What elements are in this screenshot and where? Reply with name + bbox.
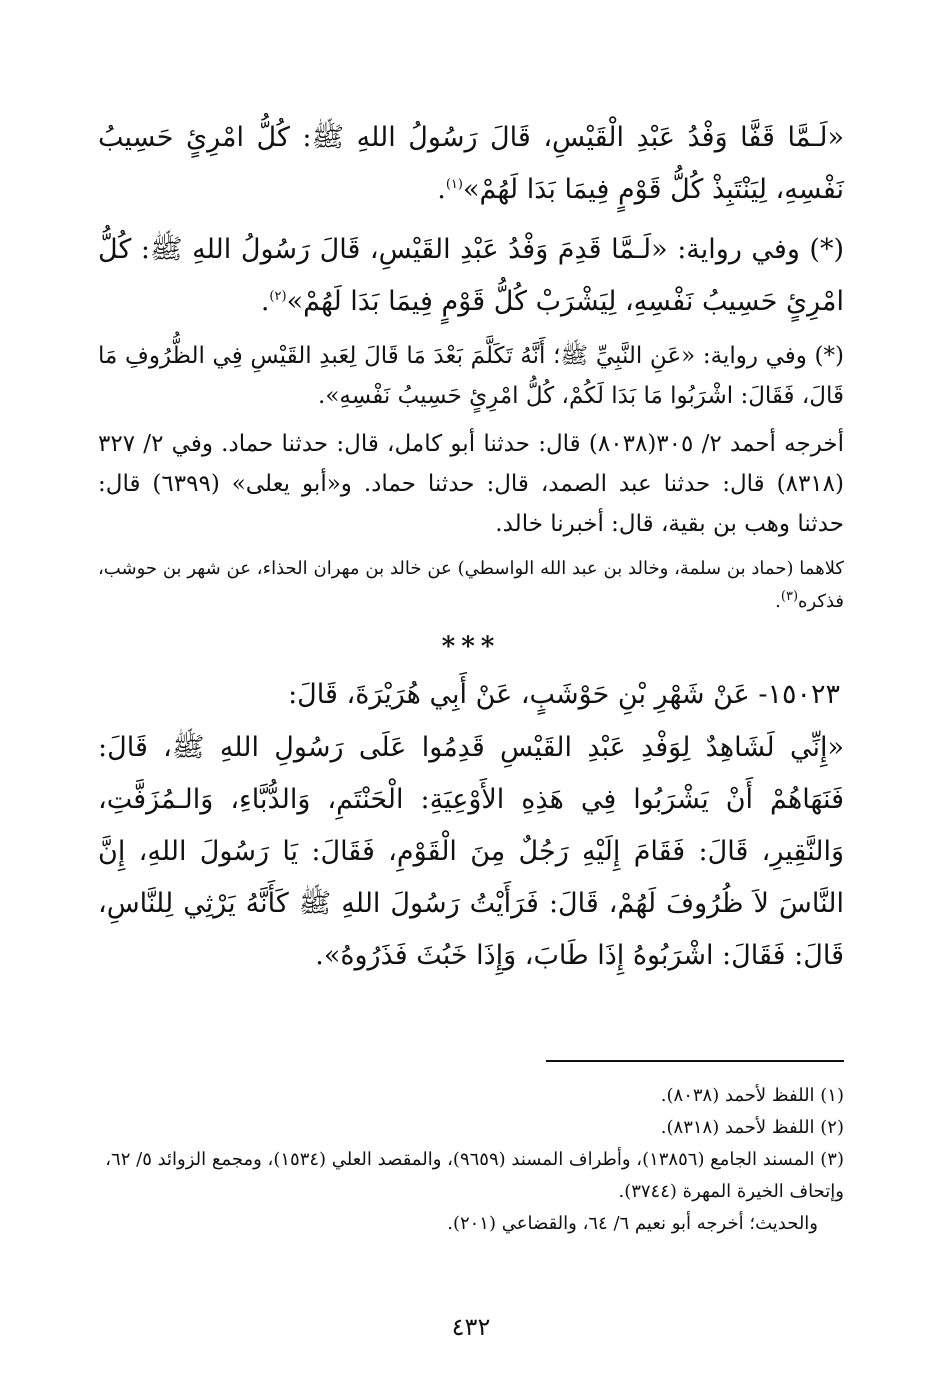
takhrij-text: أخرجه أحمد ٢/ ٣٠٥(٨٠٣٨) قال: حدثنا أبو كامل، قال: حدثنا حماد. وفي ٢/ ٣٢٧ (٨٣١٨) قال: حدثنا عبد الصمد، قال: حدثنا حماد. و«أبو يعلى» (٦٣٩٩) قال: حدثنا وهب بن بقية، قال: أخبرنا خالد.	[98, 431, 845, 537]
narration-1	[98, 112, 844, 216]
footnote-2: (٢) اللفظ لأحمد (٨٣١٨).	[660, 1117, 844, 1138]
narration-3-end: .	[318, 383, 326, 409]
narration-2-text: (*) وفي رواية: «لَـمَّا قَدِمَ وَفْدُ عَبْدِ القَيْسِ، قَالَ رَسُولُ اللهِ ﷺ: كُلُّ امْرِئٍ حَسِيبُ نَفْسِهِ، لِيَشْرَبْ كُلُّ قَوْمٍ فِيمَا بَدَا لَهُمْ»	[98, 234, 844, 317]
narration-2-end: .	[260, 286, 270, 317]
footnote-1: (١) اللفظ لأحمد (٨٠٣٨).	[660, 1085, 844, 1106]
footnote-divider	[546, 1060, 844, 1062]
narration-3-text: (*) وفي رواية: «عَنِ النَّبِيِّ ﷺ؛ أَنَّهُ تَكَلَّمَ بَعْدَ مَا قَالَ لِعَبدِ القَيْسِ فِي الظُّرُوفِ مَا قَالَ، فَقَالَ: اشْرَبُوا مَا بَدَا لَكُمْ، كُلُّ امْرِئٍ حَسِيبُ نَفْسِهِ»	[98, 343, 844, 409]
footnote-ref-1[interactable]: (١)	[445, 177, 463, 192]
narration-2	[98, 224, 844, 328]
narration-1-text: «لَـمَّا قَفَّا وَفْدُ عَبْدِ الْقَيْسِ، قَالَ رَسُولُ اللهِ ﷺ: كُلُّ امْرِئٍ حَسِيبُ نَفْسِهِ، لِيَنْتَبِذْ كُلُّ قَوْمٍ فِيمَا بَدَا لَهُمْ»	[98, 122, 844, 205]
footnotes	[98, 1080, 844, 1240]
footnote-3: (٣) المسند الجامع (١٣٨٥٦)، وأطراف المسند (٩٦٥٩)، والمقصد العلي (١٥٣٤)، ومجمع الزوائد ٥/ ٦٢، وإتحاف الخيرة المهرة (٣٧٤٤).	[105, 1149, 844, 1202]
chain-end: .	[775, 591, 781, 612]
footnote-ref-2[interactable]: (٢)	[269, 289, 287, 304]
narration-3	[98, 336, 844, 416]
footnote-3-continued: والحديث؛ أخرجه أبو نعيم ٦/ ٦٤، والقضاعي (٢٠١).	[447, 1213, 818, 1234]
footnote-ref-3[interactable]: (٣)	[780, 589, 799, 604]
takhrij-paragraph	[98, 424, 844, 544]
hadith-text: «إِنِّي لَشَاهِدٌ لِوَفْدِ عَبْدِ القَيْسِ قَدِمُوا عَلَى رَسُولِ اللهِ ﷺ، قَالَ: فَنَهَاهُمْ أَنْ يَشْرَبُوا فِي هَذِهِ الأَوْعِيَةِ: الْحَنْتَمِ، وَالدُّبَّاءِ، وَالـمُزَفَّتِ، وَالنَّقِيرِ، قَالَ: فَقَامَ إِلَيْهِ رَجُلٌ مِنَ الْقَوْمِ، فَقَالَ: يَا رَسُولَ اللهِ، إِنَّ النَّاسَ لاَ ظُرُوفَ لَهُمْ، قَالَ: فَرَأَيْتُ رَسُولَ اللهِ ﷺ كَأَنَّهُ يَرْثِي لِلنَّاسِ، قَالَ: فَقَالَ: اشْرَبُوهُ إِذَا طَابَ، وَإِذَا خَبُثَ فَذَرُوهُ».	[98, 732, 844, 971]
chain-paragraph	[98, 552, 844, 618]
section-separator: ***	[441, 632, 501, 662]
hadith-heading: ١٥٠٢٣- عَنْ شَهْرِ بْنِ حَوْشَبٍ، عَنْ أَبِي هُرَيْرَةَ، قَالَ:	[288, 679, 840, 710]
page-number: ٤٣٢	[451, 1313, 491, 1341]
chain-text: كلاهما (حماد بن سلمة، وخالد بن عبد الله الواسطي) عن خالد بن مهران الحذاء، عن شهر بن حوشب، فذكره	[98, 558, 844, 612]
page-body	[98, 112, 844, 1341]
narration-1-end: .	[437, 174, 446, 205]
